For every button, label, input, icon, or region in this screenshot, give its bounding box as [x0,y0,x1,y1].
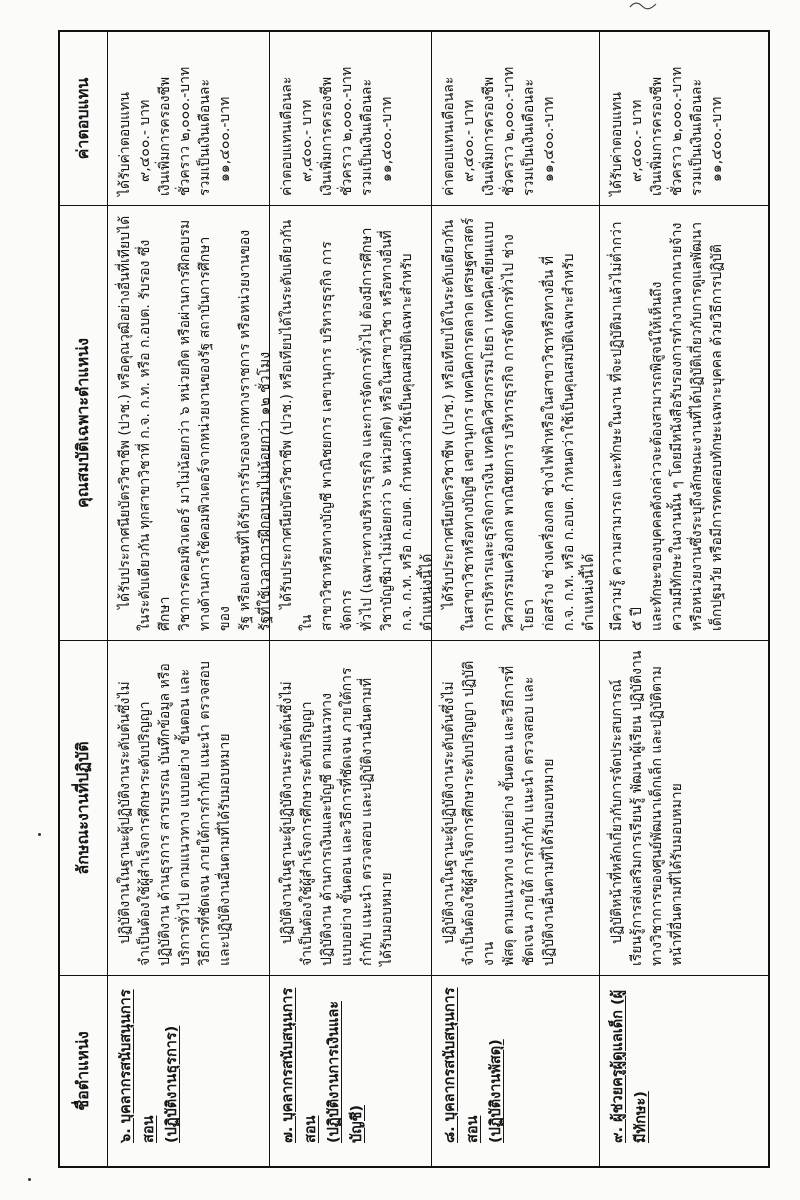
compensation-cell [600,32,768,205]
position-name-line: (ปฏิบัติงานการเงินและบัญชี) [326,1001,365,1143]
duties-line: วิธีการที่ชัดเจน ภายใต้การกำกับ แนะนำ ตรวจสอบ [197,661,213,966]
duties-line: จำเป็นต้องใช้ผู้สำเร็จการศึกษาระดับปริญญา ปฏิบัติงาน [461,660,497,966]
qualification-line: ตำแหน่งนี้ได้ [581,553,597,631]
compensation-line: ๙,๔๐๐.- บาท [461,99,477,182]
compensation-line: ๙,๔๐๐.- บาท [629,99,645,182]
qualification-line: รัฐ หรือเอกชนที่ได้รับการรับรองจากทางราชการ หรือหน่วยงานของ [237,229,253,631]
compensation-line: ได้รับค่าตอบแทน [609,92,625,196]
qualification-line: และทักษะของบุคคลดังกล่าวจะต้องสามารถพิสูจน์ให้เห็นถึง [649,281,665,631]
table-row [600,32,768,1166]
duties-line: บริการทั่วไป ตามแนวทาง แบบอย่าง ขั้นตอน และ [177,668,193,966]
duties-line: จำเป็นต้องใช้ผู้สำเร็จการศึกษาระดับปริญญา [137,701,153,966]
qualification-line: วิชาบัญชีมาไม่น้อยกว่า ๖ หน่วยกิต) หรือในสาขาวิชา หรือทางอื่นที่ [379,230,395,631]
qualification-line: รัฐที่ใช้เวลาการฝึกอบรมไม่น้อยกว่า ๑๒ ชั่วโมง [257,351,273,631]
duties-line: ปฏิบัติงานในฐานะผู้ปฏิบัติงานระดับต้นซึ่งไม่ [441,681,457,944]
qualification-line: เด็กปฐมวัย หรือมีการทดสอบทักษะเฉพาะบุคคล ด้วยวิธีการปฏิบัติ [709,244,725,631]
compensation-cell [432,32,603,205]
duties-cell [270,640,441,975]
qualification-line: วิศวกรรมเครื่องกล พาณิชยการ บริหารธุรกิจ การจัดการทั่วไป ช่างโยธา [501,234,537,631]
position-name-line: ๙. ผู้ช่วยครูผู้ดูแลเด็ก (ผู้มีทักษะ) [610,989,649,1143]
compensation-line: เงินเพิ่มการครองชีพ [481,76,497,196]
compensation-line: ชั่วคราว ๒,๐๐๐.-บาท [339,66,355,196]
compensation-line: เงินเพิ่มการครองชีพ [649,76,665,196]
compensation-line: ชั่วคราว ๒,๐๐๐.-บาท [669,66,685,196]
qualification-line: ตำแหน่งนี้ได้ [419,553,435,631]
qualifications-cell [600,205,768,640]
duties-cell [600,640,768,975]
qualification-line: ก่อสร้าง ช่างเครื่องกล ช่างไฟฟ้าหรือในสาขาวิชาหรือทางอื่น ที่ [541,255,557,631]
compensation-cell [270,32,441,205]
compensation-line: ๑๑,๔๐๐.-บาท [541,96,557,182]
compensation-line: ได้รับค่าตอบแทน [117,92,133,196]
compensation-line: ๙,๔๐๐.- บาท [299,99,315,182]
duties-line: ปฏิบัติงาน ด้านธุรการ สารบรรณ บันทึกข้อมูล หรือ [157,663,173,966]
duties-cell [108,640,279,975]
duties-line: เรียนรู้การส่งเสริมการเรียนรู้ พัฒนาผู้เรียน ปฏิบัติงาน [629,650,645,966]
qualification-line: ทั่วไป (เฉพาะทางบริหารธุรกิจ และการจัดการทั่วไป ต้องมีการศึกษา [359,227,375,631]
header-duties: ลักษณะงานที่ปฏิบัติ [60,640,107,975]
qualifications-cell [432,205,603,640]
duties-line: ปฏิบัติงานอื่นตามที่ได้รับมอบหมาย [541,758,557,966]
qualification-line: ในระดับเดียวกัน ทุกสาขาวิชาที่ ก.จ. ก.ท. หรือ ก.อบต. รับรอง ซึ่งศึกษา [137,239,173,631]
qualification-line: ก.จ. ก.ท. หรือ ก.อบต. กำหนดว่าใช้เป็นคุณสมบัติเฉพาะสำหรับ [561,253,577,631]
compensation-line: เงินเพิ่มการครองชีพ [319,76,335,196]
table-row [108,32,273,1166]
duties-line: ปฏิบัติหน้าที่หลักเกี่ยวกับการจัดประสบการณ์ [609,679,625,944]
qualification-line: ทางด้านการใช้คอมพิวเตอร์จากหน่วยงานของรัฐ สถาบันการศึกษาของ [197,236,233,631]
table-header-row [60,32,108,1166]
qualification-line: วิชาการคอมพิวเตอร์ มาไม่น้อยกว่า ๖ หน่วยกิต หรือผ่านการฝึกอบรม [177,219,193,631]
qualification-line: ความมีทักษะในงานนั้น ๆ โดยมีหนังสือรับรองการทำงานจากนายจ้าง [669,222,685,631]
qualification-line: สาขาวิชาหรือทางบัญชี พาณิชยการ เลขานุการ บริหารธุรกิจ การจัดการ [319,241,355,631]
qualification-line: ได้รับประกาศนียบัตรวิชาชีพ (ปวช.) หรือเทียบได้ในระดับเดียวกันใน [279,219,315,631]
qualification-line: การบริหารและธุรกิจการเงิน เทคนิควิศวกรรมโยธา เทคนิคเขียนแบบ [481,221,497,631]
position-name-line: (ปฏิบัติงานพัสดุ) [488,1039,504,1143]
duties-line: และปฏิบัติงานอื่นตามที่ได้รับมอบหมาย [217,733,233,966]
table-row [432,32,600,1166]
duties-line: ปฏิบัติงาน ด้านการเงินและบัญชี ตามแนวทาง [319,692,335,966]
compensation-line: ๑๑,๔๐๐.-บาท [709,96,725,182]
duties-line: แบบอย่าง ขั้นตอน และวิธีการที่ชัดเจน ภายใต้การ [339,667,355,966]
position-name-line: ๘. บุคลากรสนับสนุนการสอน [442,987,481,1143]
compensation-line: ชั่วคราว ๒,๐๐๐.-บาท [501,66,517,196]
qualification-line: ก.จ. ก.ท. หรือ ก.อบต. กำหนดว่าใช้เป็นคุณสมบัติเฉพาะสำหรับ [399,253,415,631]
position-name-cell [270,975,441,1166]
compensation-line: รวมเป็นเงินเดือนละ [197,79,213,196]
compensation-line: รวมเป็นเงินเดือนละ [359,79,375,196]
compensation-line: เงินเพิ่มการครองชีพ [157,76,173,196]
compensation-line: ๑๑,๔๐๐.-บาท [217,96,233,182]
position-name-cell [108,975,279,1166]
compensation-line: ค่าตอบแทนเดือนละ [279,76,295,196]
compensation-line: ชั่วคราว ๒,๐๐๐.-บาท [177,66,193,196]
compensation-line: รวมเป็นเงินเดือนละ [689,79,705,196]
duties-line: ปฏิบัติงานในฐานะผู้ปฏิบัติงานระดับต้นซึ่งไม่ [117,681,133,944]
duties-line: พัสดุ ตามแนวทาง แบบอย่าง ขั้นตอน และวิธีการที่ [501,665,517,966]
position-name-cell [432,975,603,1166]
position-name-line: ๖. บุคลากรสนับสนุนการสอน [118,989,157,1143]
compensation-line: ๑๑,๔๐๐.-บาท [379,96,395,182]
compensation-line: ๙,๔๐๐.- บาท [137,99,153,182]
qualification-line: มีความรู้ ความสามารถ และทักษะในงาน ที่จะปฏิบัติมาแล้วไม่ต่ำกว่า ๕ ปี [609,221,645,631]
duties-line: หน้าที่อื่นตามที่ได้รับมอบหมาย [669,783,685,966]
position-name-cell [600,975,768,1166]
qualifications-cell [270,205,441,640]
duties-cell [432,640,603,975]
table-row [270,32,435,1166]
positions-table [58,30,770,1168]
qualification-line: หรือหน่วยงานซึ่งระบุถึงลักษณะงานที่ได้ปฏิบัติเกี่ยวกับการดูแลพัฒนา [689,221,705,631]
qualification-line: ได้รับประกาศนียบัตรวิชาชีพ (ปวช.) หรือเทียบได้ในระดับเดียวกัน [441,219,457,609]
duties-line: ชัดเจน ภายใต้ การกำกับ แนะนำ ตรวจสอบ และ [521,676,537,966]
header-compensation: ค่าตอบแทน [73,77,92,160]
duties-line: จำเป็นต้องใช้ผู้สำเร็จการศึกษาระดับปริญญา [299,701,315,966]
compensation-cell [108,32,279,205]
duties-line: ทางวิชาการของศูนย์พัฒนาเด็กเล็ก และปฏิบัติตาม [649,665,665,966]
qualifications-cell [108,205,279,640]
compensation-line: ค่าตอบแทนเดือนละ [441,76,457,196]
header-position-name: ชื่อตำแหน่ง [60,975,107,1166]
duties-line: ได้รับมอบหมาย [379,872,395,966]
header-qualifications: คุณสมบัติเฉพาะตำแหน่ง [60,205,107,640]
qualification-line: ได้รับประกาศนียบัตรวิชาชีพ (ปวช.) หรือคุณวุฒิอย่างอื่นที่เทียบได้ [117,215,133,609]
compensation-line: รวมเป็นเงินเดือนละ [521,79,537,196]
duties-line: ปฏิบัติงานในฐานะผู้ปฏิบัติงานระดับต้นซึ่งไม่ [279,681,295,944]
position-name-line: ๗. บุคลากรสนับสนุนการสอน [280,987,319,1143]
position-name-line: (ปฏิบัติงานธุรการ) [164,1025,180,1143]
qualification-line: ในสาขาวิชาหรือทางบัญชี เลขานุการ เทคนิคการตลาด เศรษฐศาสตร์ [461,217,477,631]
duties-line: กำกับ แนะนำ ตรวจสอบ และปฏิบัติงานอื่นตามที่ [359,677,375,966]
